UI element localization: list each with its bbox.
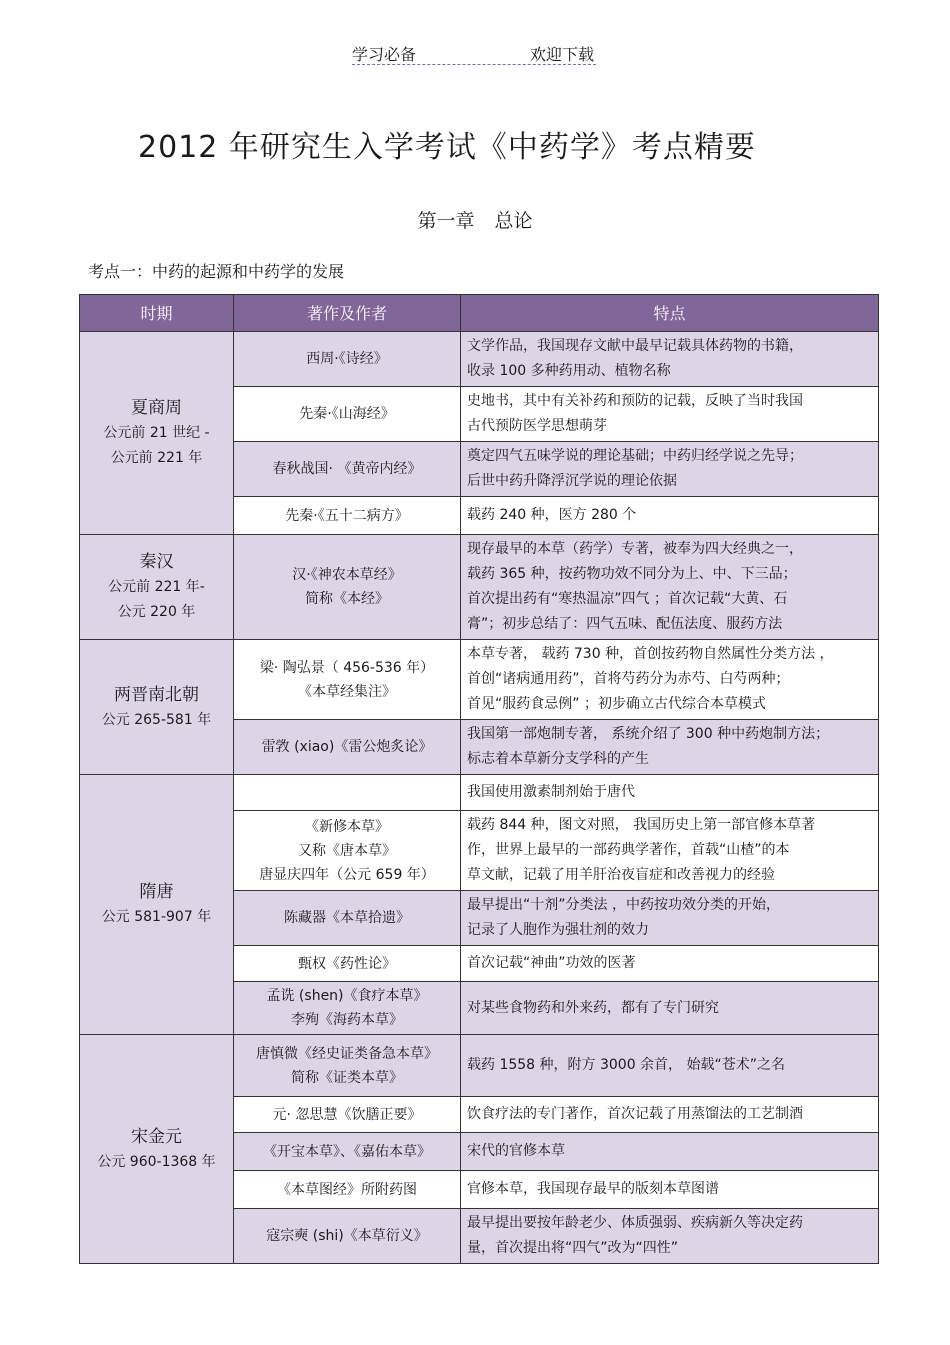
work-line: 《开宝本草》、《嘉佑本草》 (263, 1143, 431, 1160)
feature-line: 记录了人胞作为强壮剂的效力 (467, 922, 649, 938)
chapter-heading: 第一章 总论 (417, 210, 533, 232)
work-cell (234, 1097, 461, 1133)
document-title-text: 2012 年研究生入学考试《中药学》考点精要 (138, 130, 756, 165)
work-line: 春秋战国· 《黄帝内经》 (272, 461, 422, 477)
feature-cell (461, 1209, 879, 1264)
table-body (80, 332, 879, 1264)
feature-line: 宋代的官修本草 (467, 1143, 565, 1159)
column-header-period: 时期 (80, 295, 234, 332)
feature-cell (461, 387, 879, 442)
feature-line: 首创“诸病通用药”，首将芍药分为赤芍、白芍两种； (467, 671, 790, 687)
work-line: 元· 忽思慧《饮膳正要》 (272, 1106, 422, 1123)
page-header (352, 42, 596, 65)
header-left-text: 学习必备 (352, 45, 417, 64)
feature-cell (461, 811, 879, 891)
work-cell (234, 497, 461, 535)
feature-line: 首次记载“神曲”功效的医著 (467, 955, 636, 971)
feature-cell (461, 982, 879, 1035)
period-years: 公元 960-1368 年 (97, 1153, 216, 1170)
feature-line: 量，首次提出将“四气”改为“四性” (467, 1240, 679, 1256)
table-row (80, 1035, 879, 1097)
feature-cell (461, 720, 879, 775)
feature-cell (461, 497, 879, 535)
work-line: 唐慎微《经史证类备急本草》 (256, 1045, 438, 1062)
work-line: 又称《唐本草》 (298, 842, 396, 859)
feature-line: 饮食疗法的专门著作，首次记载了用蒸馏法的工艺制酒 (467, 1106, 803, 1122)
work-cell (234, 442, 461, 497)
feature-line: 载药 365 种，按药物功效不同分为上、中、下三品； (467, 566, 797, 582)
feature-cell (461, 1035, 879, 1097)
work-cell (234, 946, 461, 982)
table-row (80, 535, 879, 640)
work-line: 甄权《药性论》 (298, 955, 396, 972)
history-table (79, 294, 879, 1264)
work-line: 雷敩 (xiao)《雷公炮炙论》 (261, 739, 433, 755)
feature-line: 古代预防医学思想萌芽 (467, 418, 607, 434)
feature-line: 后世中药升降浮沉学说的理论依据 (467, 473, 677, 489)
period-cell (80, 640, 234, 775)
work-cell (234, 1035, 461, 1097)
feature-line: 我国第一部炮制专著， 系统介绍了 300 种中药炮制方法； (467, 726, 830, 742)
work-cell (234, 1133, 461, 1171)
period-years: 公元 265-581 年 (101, 711, 212, 728)
work-cell (234, 891, 461, 946)
table-header-row (80, 295, 879, 332)
feature-line: 收录 100 多种药用动、植物名称 (467, 363, 671, 379)
work-line: 简称《证类本草》 (291, 1069, 403, 1086)
feature-cell (461, 1171, 879, 1209)
feature-line: 标志着本草新分支学科的产生 (467, 751, 649, 767)
work-line: 先秦·《山海经》 (299, 406, 395, 422)
feature-line: 现存最早的本草（药学）专著，被奉为四大经典之一， (467, 541, 803, 557)
feature-line: 官修本草，我国现存最早的版刻本草图谱 (467, 1181, 719, 1197)
feature-cell (461, 442, 879, 497)
period-name: 夏商周 (131, 398, 182, 418)
feature-line: 首次提出药有“寒热温凉”四气 ；首次记载“大黄、石 (467, 591, 788, 607)
work-line: 孟诜 (shen)《食疗本草》 (266, 988, 428, 1004)
feature-cell (461, 1097, 879, 1133)
feature-line: 最早提出要按年龄老少、体质强弱、疾病新久等决定药 (467, 1215, 803, 1231)
section-heading: 考点一：中药的起源和中药学的发展 (88, 262, 345, 281)
work-cell (234, 387, 461, 442)
work-line: 《新修本草》 (305, 818, 389, 835)
work-cell (234, 1209, 461, 1264)
period-years: 公元前 221 年 (110, 450, 203, 466)
table-row (80, 332, 879, 387)
work-line: 西周·《诗经》 (306, 351, 388, 367)
feature-line: 我国使用激素制剂始于唐代 (467, 784, 635, 800)
work-cell (234, 535, 461, 640)
work-cell (234, 775, 461, 811)
work-cell (234, 640, 461, 720)
feature-cell (461, 640, 879, 720)
feature-line: 载药 844 种，图文对照， 我国历史上第一部官修本草著 (467, 817, 816, 833)
period-cell (80, 775, 234, 1035)
period-name: 宋金元 (131, 1126, 182, 1147)
period-cell (80, 1035, 234, 1264)
feature-line: 作，世界上最早的一部药典学著作，首载“山楂”的本 (467, 842, 790, 858)
work-cell (234, 811, 461, 891)
document-title (0, 122, 950, 166)
feature-line: 史地书，其中有关补药和预防的记载，反映了当时我国 (467, 393, 803, 409)
feature-line: 载药 1558 种，附方 3000 余首， 始载“苍术”之名 (467, 1057, 786, 1073)
feature-line: 膏”；初步总结了：四气五味、配伍法度、服药方法 (467, 616, 783, 632)
feature-cell (461, 946, 879, 982)
feature-line: 对某些食物药和外来药，都有了专门研究 (467, 999, 719, 1016)
period-cell (80, 332, 234, 535)
feature-cell (461, 535, 879, 640)
work-line: 汉·《神农本草经》 (292, 567, 402, 583)
column-header-work: 著作及作者 (234, 295, 461, 332)
period-years: 公元前 21 世纪 - (103, 425, 210, 441)
feature-line: 本草专著， 载药 730 种，首创按药物自然属性分类方法 ， (467, 646, 834, 662)
feature-line: 草文献，记载了用羊肝治夜盲症和改善视力的经验 (467, 867, 775, 883)
period-name: 秦汉 (139, 552, 174, 572)
feature-line: 载药 240 种，医方 280 个 (467, 507, 637, 523)
work-line: 梁· 陶弘景（ 456-536 年） (259, 659, 435, 676)
work-line: 先秦·《五十二病方》 (285, 507, 409, 524)
period-name: 隋唐 (139, 882, 174, 902)
work-line: 唐显庆四年（公元 659 年） (259, 866, 435, 883)
period-cell (80, 535, 234, 640)
work-line: 《本草经集注》 (298, 683, 396, 700)
work-cell (234, 720, 461, 775)
table-row (80, 640, 879, 720)
period-years: 公元前 221 年- (108, 579, 205, 595)
feature-line: 首见“服药食忌例” ；初步确立古代综合本草模式 (467, 696, 766, 712)
feature-cell (461, 332, 879, 387)
column-header-feature: 特点 (461, 295, 879, 332)
feature-cell (461, 775, 879, 811)
work-line: 寇宗奭 (shi)《本草衍义》 (266, 1228, 428, 1244)
work-cell (234, 332, 461, 387)
feature-line: 奠定四气五味学说的理论基础；中药归经学说之先导； (467, 448, 803, 464)
work-cell (234, 982, 461, 1035)
work-cell (234, 1171, 461, 1209)
work-line: 李殉《海药本草》 (291, 1012, 403, 1028)
period-years: 公元 581-907 年 (101, 909, 212, 925)
table-row (80, 775, 879, 811)
header-right-text: 欢迎下载 (529, 45, 594, 64)
work-line: 简称《本经》 (305, 591, 389, 607)
feature-cell (461, 891, 879, 946)
period-years: 公元 220 年 (117, 604, 196, 620)
feature-line: 最早提出“十剂”分类法 ，中药按功效分类的开始， (467, 897, 780, 913)
work-line: 陈藏器《本草拾遗》 (284, 910, 410, 926)
period-name: 两晋南北朝 (114, 684, 199, 705)
feature-cell (461, 1133, 879, 1171)
feature-line: 文学作品，我国现存文献中最早记载具体药物的书籍， (467, 338, 803, 354)
work-line: 《本草图经》所附药图 (277, 1181, 417, 1198)
